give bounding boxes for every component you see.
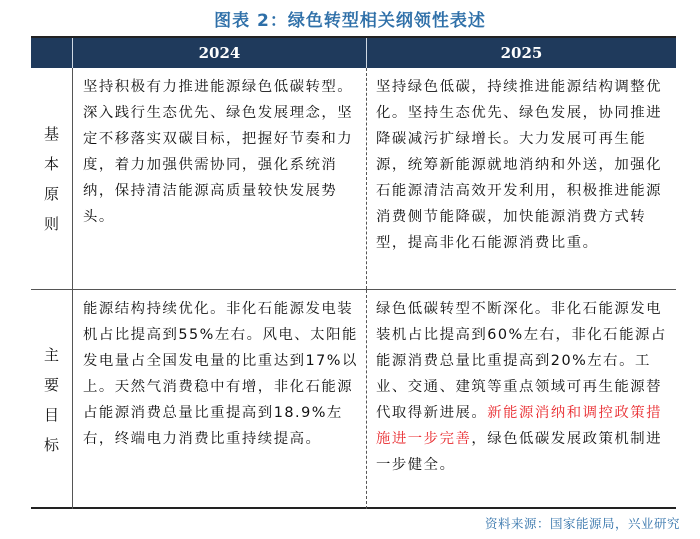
cell-2025-principles: 坚持绿色低碳，持续推进能源结构调整优化。坚持生态优先、绿色发展，协同推进降碳减污扩绿增长。大力发展可再生能源，统筹新能源就地消纳和外送，加强化石能源清洁高效开发利用，积极推进能源消费侧节能降碳，加快能源消费方式转型，提高非化石能源消费比重。 bbox=[366, 68, 676, 289]
cell-2025-targets bbox=[366, 290, 676, 509]
cell-2025-targets-text-2: ，绿色低碳发展政策机制进一步健全。 bbox=[376, 431, 663, 473]
header-label-cell bbox=[31, 38, 72, 68]
table-row-basic-principles bbox=[31, 68, 676, 290]
header-2024: 2024 bbox=[72, 38, 366, 68]
table-row-main-targets bbox=[31, 290, 676, 509]
header-2025: 2025 bbox=[366, 38, 676, 68]
source-note: 资料来源：国家能源局，兴业研究 bbox=[484, 516, 680, 531]
table-header bbox=[31, 38, 676, 68]
cell-2024-principles: 坚持积极有力推进能源绿色低碳转型。深入践行生态优先、绿色发展理念，坚定不移落实双碳目标，把握好节奏和力度，着力加强供需协同，强化系统消纳，保持清洁能源高质量较快发展势头。 bbox=[72, 68, 366, 289]
row-label: 主要目标 bbox=[43, 345, 59, 454]
cell-2024-targets: 能源结构持续优化。非化石能源发电装机占比提高到55%左右。风电、太阳能发电量占全国发电量的比重达到17%以上。天然气消费稳中有增，非化石能源占能源消费总量比重提高到18.9%左右，终端电力消费比重持续提高。 bbox=[72, 290, 366, 509]
highlighted-policy-text: 新能源消纳和调控政策措施进一步完善 bbox=[376, 405, 663, 447]
cell-2025-targets-text-1: 绿色低碳转型不断深化。非化石能源发电装机占比提高到60%左右，非化石能源占能源消费总量比重提高到20%左右。工业、交通、建筑等重点领域可再生能源替代取得新进展。 bbox=[376, 301, 667, 421]
row-label: 基本原则 bbox=[43, 124, 59, 233]
figure-title: 图表 2：绿色转型相关纲领性表述 bbox=[214, 11, 486, 31]
policy-table bbox=[31, 36, 676, 509]
